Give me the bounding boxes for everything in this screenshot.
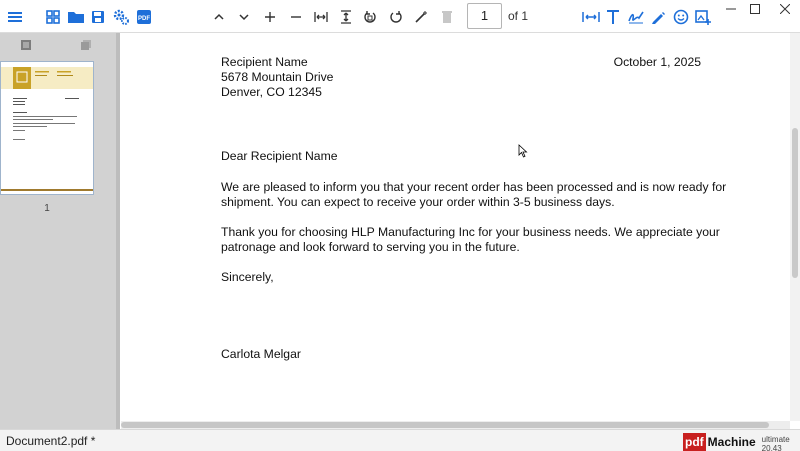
smiley-icon[interactable] [670, 6, 692, 28]
text-select-icon[interactable] [580, 6, 602, 28]
thumbnail-sidebar [0, 33, 120, 429]
vertical-scrollbar-thumb[interactable] [792, 128, 798, 278]
address-line-1: 5678 Mountain Drive [221, 70, 334, 84]
letter-date: October 1, 2025 [613, 55, 701, 69]
vertical-scrollbar[interactable] [790, 33, 800, 421]
chevron-down-icon[interactable] [233, 6, 255, 28]
pdf-icon[interactable] [133, 6, 155, 28]
folder-icon[interactable] [65, 6, 87, 28]
text-icon[interactable] [602, 6, 624, 28]
brand-logo [683, 431, 800, 451]
sidebar-tabs [0, 33, 119, 57]
paragraph-1-line-2: shipment. You can expect to receive your order within 3-5 business days. [221, 195, 615, 209]
recipient-name: Recipient Name [221, 55, 308, 69]
save-icon[interactable] [87, 6, 109, 28]
signature-name: Carlota Melgar [221, 347, 301, 361]
brand-machine-text: Machine [707, 435, 756, 449]
magic-wand-icon[interactable] [410, 6, 432, 28]
hamburger-icon[interactable] [4, 6, 26, 28]
close-button[interactable] [762, 0, 800, 18]
sidebar-splitter[interactable] [116, 33, 120, 429]
grid-icon[interactable] [42, 6, 64, 28]
pages-tab-icon[interactable] [78, 37, 94, 53]
horizontal-scrollbar[interactable] [121, 421, 790, 429]
signature-icon[interactable] [625, 6, 647, 28]
paragraph-2-line-1: Thank you for choosing HLP Manufacturing Inc for your business needs. We appreciate your [221, 225, 720, 239]
plus-icon[interactable] [259, 6, 281, 28]
thumbnail-page-number: 1 [44, 203, 50, 214]
rotate-right-icon[interactable] [385, 6, 407, 28]
toolbar [0, 0, 800, 33]
paragraph-2-line-2: patronage and look forward to serving you in the future. [221, 240, 520, 254]
brand-version: ultimate 20.43 [761, 435, 790, 451]
document-viewport[interactable] [121, 33, 800, 429]
svg-text:PDF: PDF [138, 16, 150, 22]
page-thumbnail-tab-icon[interactable] [18, 37, 34, 53]
brand-pdf-text: pdf [685, 435, 704, 449]
filename-label: Document2.pdf * [6, 434, 96, 448]
fit-width-icon[interactable] [310, 6, 332, 28]
gears-icon[interactable] [110, 6, 132, 28]
pen-icon[interactable] [647, 6, 669, 28]
salutation: Dear Recipient Name [221, 149, 338, 163]
address-line-2: Denver, CO 12345 [221, 85, 322, 99]
status-bar [0, 429, 800, 451]
mouse-cursor-icon [518, 144, 528, 158]
page-thumbnail-preview [1, 62, 94, 195]
fit-height-icon[interactable] [335, 6, 357, 28]
page-count-label: of 1 [508, 9, 529, 23]
paragraph-1-line-1: We are pleased to inform you that your recent order has been processed and is now ready for [221, 180, 727, 194]
rotate-left-icon[interactable] [359, 6, 381, 28]
closing: Sincerely, [221, 270, 274, 284]
horizontal-scrollbar-thumb[interactable] [121, 422, 769, 428]
page-thumbnail[interactable] [0, 61, 94, 195]
page-number-input[interactable]: 1 [467, 3, 502, 29]
chevron-up-icon[interactable] [208, 6, 230, 28]
trash-icon[interactable] [436, 6, 458, 28]
minus-icon[interactable] [285, 6, 307, 28]
